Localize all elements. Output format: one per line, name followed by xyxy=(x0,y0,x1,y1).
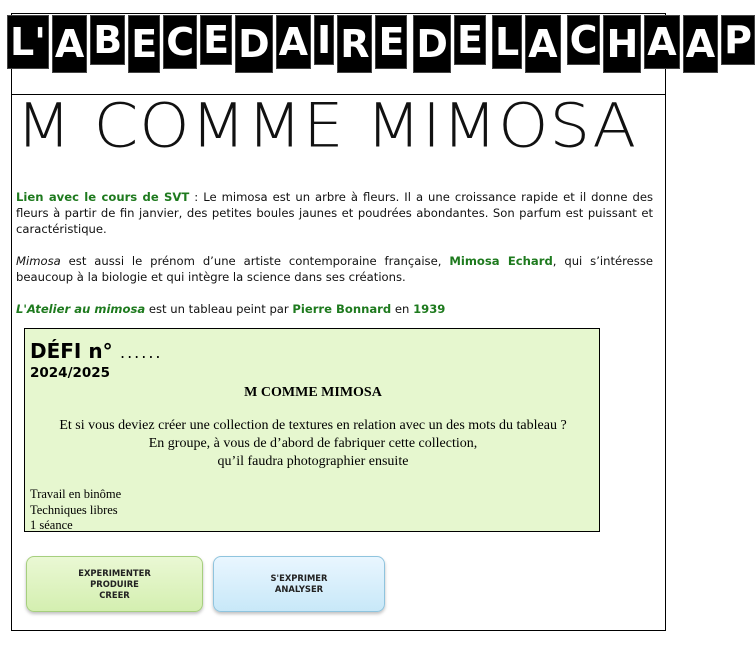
banner-tile: A xyxy=(683,15,718,73)
banner-tile: D xyxy=(235,15,273,73)
banner-tile: C xyxy=(567,15,601,65)
banner-tile: L xyxy=(492,15,522,69)
banner-tile: E xyxy=(128,15,160,73)
banner-word-3 xyxy=(492,15,561,73)
banner-tile: A xyxy=(525,15,560,73)
button-label xyxy=(78,568,151,601)
artist-paragraph xyxy=(16,253,653,285)
experimenter-produire-creer-button[interactable] xyxy=(26,556,203,612)
banner-tile: A xyxy=(644,15,679,69)
banner-tile: E xyxy=(375,15,407,69)
abecedaire-banner xyxy=(7,13,755,75)
button-line: EXPERIMENTER xyxy=(78,567,151,578)
defi-detail: Travail en binôme xyxy=(30,487,122,501)
defi-body-line: Et si vous deviez créer une collection de textures en relation avec un des mots du tableau ? xyxy=(59,418,567,433)
button-line: PRODUIRE xyxy=(90,578,139,589)
painting-text-a: est un tableau peint par xyxy=(145,302,293,316)
artist-name: Mimosa Echard xyxy=(449,254,553,268)
page-title: M COMME MIMOSA xyxy=(16,91,638,162)
painting-paragraph xyxy=(16,301,653,317)
defi-detail: 1 séance xyxy=(30,518,73,532)
mimosa-italic: Mimosa xyxy=(16,254,61,268)
defi-details xyxy=(30,487,121,534)
defi-year: 2024/2025 xyxy=(30,365,111,381)
defi-heading: M COMME MIMOSA xyxy=(244,385,382,400)
painting-year: 1939 xyxy=(413,302,446,316)
button-label xyxy=(271,573,328,595)
button-line: S'EXPRIMER xyxy=(270,573,328,583)
banner-tile: A xyxy=(52,15,87,73)
defi-body-line: qu’il faudra photographier ensuite xyxy=(217,454,409,469)
banner-word-2 xyxy=(413,15,486,73)
defi-body xyxy=(25,417,601,471)
banner-tile: I xyxy=(314,15,334,65)
banner-word-4 xyxy=(567,15,755,73)
banner-tile: L' xyxy=(7,15,49,69)
banner-tile: A xyxy=(276,15,311,69)
banner-tile: E xyxy=(200,15,232,65)
artist-text-a: est aussi le prénom d’une artiste contemporaine française, xyxy=(60,254,450,268)
svt-link-label: Lien avec le cours de SVT xyxy=(16,190,190,204)
defi-number-dots: ...... xyxy=(120,343,163,362)
defi-label: DÉFI n° xyxy=(30,339,113,363)
banner-word-1 xyxy=(7,15,407,73)
button-line: ANALYSER xyxy=(274,584,324,594)
svt-link-paragraph xyxy=(16,189,653,237)
painting-title: L'Atelier au mimosa xyxy=(16,302,146,316)
exprimer-analyser-button[interactable] xyxy=(213,556,385,612)
defi-box xyxy=(24,328,600,532)
defi-body-line: En groupe, à vous de d’abord de fabriquer cette collection, xyxy=(148,436,478,451)
banner-tile: R xyxy=(337,15,372,73)
banner-tile: B xyxy=(90,15,125,65)
button-line: CREER xyxy=(99,589,130,600)
banner-tile: D xyxy=(413,15,451,73)
banner-tile: E xyxy=(454,15,486,65)
banner-tile: H xyxy=(603,15,641,73)
banner-tile: C xyxy=(163,15,197,69)
painting-text-b: en xyxy=(391,302,414,316)
artist-text-b: , qui s’intéresse beaucoup à la biologie et qui intègre la science dans ses créations. xyxy=(16,254,653,284)
defi-detail: Techniques libres xyxy=(30,502,118,517)
svt-link-text: : Le mimosa est un arbre à fleurs. Il a une croissance rapide et il donne des fleurs à partir de fin janvier, des petites boules jaunes et poudrées abondantes. Son parfum est puissant et caractéristique. xyxy=(16,190,654,236)
banner-tile: P xyxy=(721,15,755,65)
painter-name: Pierre Bonnard xyxy=(292,302,392,316)
